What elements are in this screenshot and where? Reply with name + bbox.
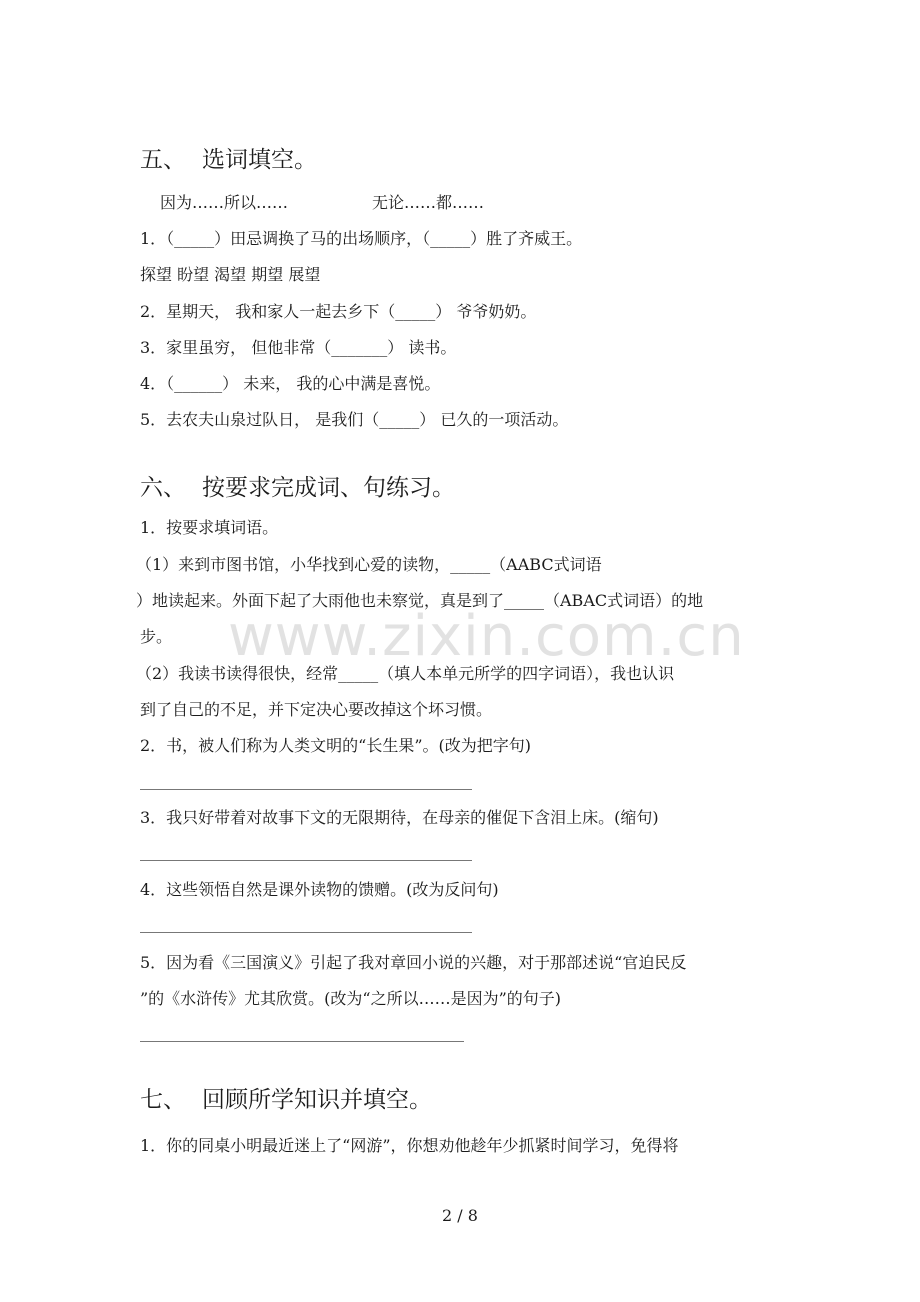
question-6-2: 2．书，被人们称为人类文明的“长生果”。(改为把字句) bbox=[140, 736, 532, 755]
question-6-3: 3．我只好带着对故事下文的无限期待，在母亲的催促下含泪上床。(缩句) bbox=[140, 808, 659, 827]
section5-heading bbox=[140, 145, 317, 175]
watermark: www.zixin.com.cn bbox=[228, 604, 745, 669]
section7-number: 七、 bbox=[140, 1087, 186, 1113]
question-7-1: 1．你的同桌小明最近迷上了“网游”，你想劝他趁年少抓紧时间学习，免得将 bbox=[140, 1136, 679, 1155]
question-6-5-line-1: 5．因为看《三国演义》引起了我对章回小说的兴趣，对于那部述说“官迫民反 bbox=[140, 953, 687, 972]
section6-title: 按要求完成词、句练习。 bbox=[202, 475, 455, 501]
section5-number: 五、 bbox=[140, 147, 186, 173]
section5-title: 选词填空。 bbox=[202, 147, 317, 173]
question-6-1-1-line-1: （1）来到市图书馆，小华找到心爱的读物，_____（AABC式词语 bbox=[136, 555, 602, 574]
option-group-a-1: 因为……所以…… bbox=[160, 193, 289, 212]
question-5-1: 1．（_____）田忌调换了马的出场顺序，（_____）胜了齐威王。 bbox=[140, 229, 583, 248]
question-5-4: 4．（______） 未来， 我的心中满是喜悦。 bbox=[140, 374, 441, 393]
question-6-1-1-line-3: 步。 bbox=[140, 627, 173, 646]
question-6-1-1-line-2: ）地读起来。外面下起了大雨他也未察觉，真是到了_____（ABAC式词语）的地 bbox=[136, 591, 704, 610]
answer-line-6-2 bbox=[140, 789, 472, 790]
page-number: 2 / 8 bbox=[442, 1206, 478, 1225]
question-5-5: 5．去农夫山泉过队日， 是我们（_____） 已久的一项活动。 bbox=[140, 410, 569, 429]
question-6-5-line-2: ”的《水浒传》尤其欣赏。(改为“之所以……是因为”的句子) bbox=[140, 989, 562, 1008]
answer-line-6-5 bbox=[140, 1041, 464, 1042]
section7-heading bbox=[140, 1085, 432, 1115]
question-6-1: 1．按要求填词语。 bbox=[140, 518, 279, 537]
section6-heading bbox=[140, 473, 455, 503]
question-6-1-2-line-1: （2）我读书读得很快，经常_____（填人本单元所学的四字词语），我也认识 bbox=[136, 664, 675, 683]
question-6-4: 4．这些领悟自然是课外读物的馈赠。(改为反问句) bbox=[140, 880, 499, 899]
option-group-a-2: 无论……都…… bbox=[372, 193, 485, 212]
question-5-2: 2．星期天， 我和家人一起去乡下（_____） 爷爷奶奶。 bbox=[140, 302, 537, 321]
section7-title: 回顾所学知识并填空。 bbox=[202, 1087, 432, 1113]
option-group-b: 探望 盼望 渴望 期望 展望 bbox=[140, 265, 321, 284]
question-5-3: 3．家里虽穷， 但他非常（_______） 读书。 bbox=[140, 338, 457, 357]
question-6-1-2-line-2: 到了自己的不足，并下定决心要改掉这个坏习惯。 bbox=[140, 700, 493, 719]
answer-line-6-4 bbox=[140, 932, 472, 933]
section6-number: 六、 bbox=[140, 475, 186, 501]
answer-line-6-3 bbox=[140, 860, 472, 861]
